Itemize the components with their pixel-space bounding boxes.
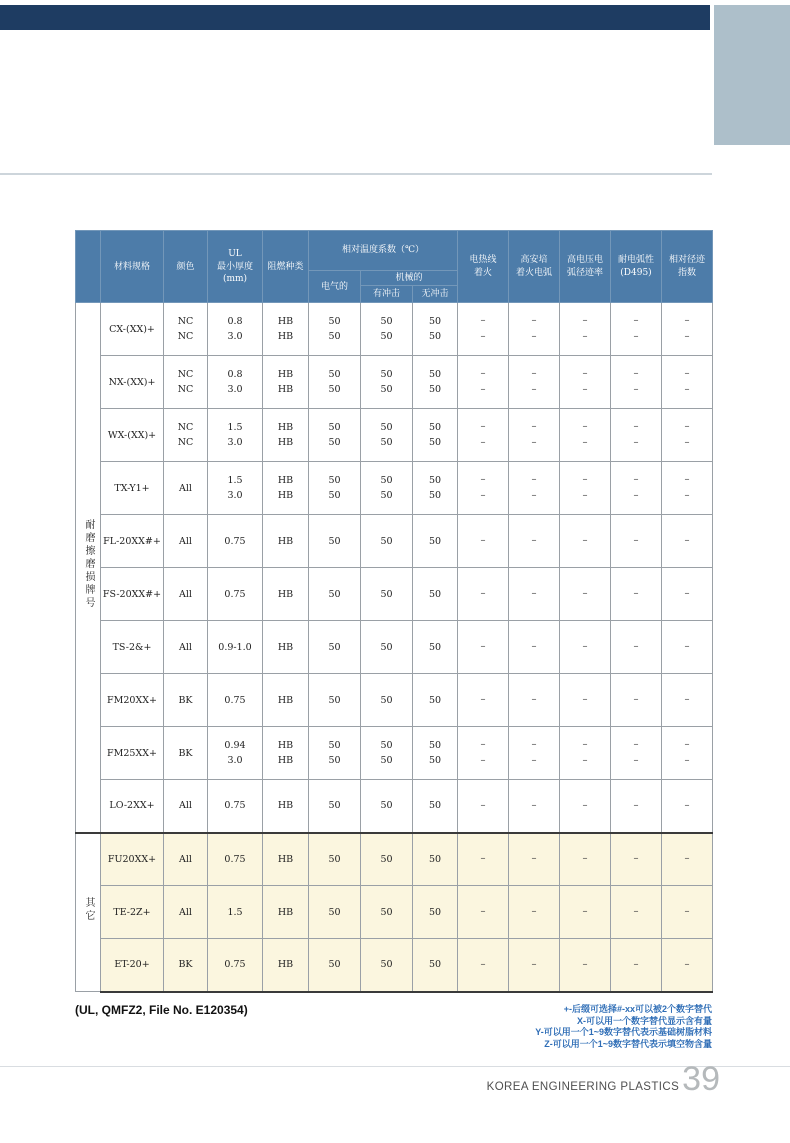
cell-high-amp-arc: – xyxy=(509,833,560,886)
cell-without-impact: 50 50 xyxy=(413,727,458,780)
footer-brand-row xyxy=(487,1060,720,1099)
cell-material: TS-2&+ xyxy=(101,621,164,674)
table-row xyxy=(76,621,713,674)
table-row xyxy=(76,674,713,727)
cell-hv-arc-tracking: – xyxy=(560,568,611,621)
cell-without-impact: 50 50 xyxy=(413,462,458,515)
cell-color: All xyxy=(164,568,208,621)
cell-hv-arc-tracking: – xyxy=(560,939,611,992)
cell-flame-class: HB xyxy=(263,515,309,568)
cell-with-impact: 50 xyxy=(361,886,413,939)
cell-color: BK xyxy=(164,939,208,992)
cell-electrical: 50 xyxy=(309,674,361,727)
cell-material: FM25XX+ xyxy=(101,727,164,780)
table-row xyxy=(76,886,713,939)
cell-material: FS-20XX#+ xyxy=(101,568,164,621)
top-right-accent-block xyxy=(714,5,790,145)
cell-without-impact: 50 xyxy=(413,674,458,727)
cell-high-amp-arc: – – xyxy=(509,409,560,462)
cell-hv-arc-tracking: – – xyxy=(560,356,611,409)
cell-high-amp-arc: – xyxy=(509,939,560,992)
cell-color: NC NC xyxy=(164,303,208,356)
col-header-without-impact: 无冲击 xyxy=(413,286,458,303)
cell-material: TX-Y1+ xyxy=(101,462,164,515)
cell-with-impact: 50 xyxy=(361,674,413,727)
ul-ratings-table xyxy=(75,230,713,993)
ul-ratings-table-wrap xyxy=(75,230,712,993)
cell-cti: – – xyxy=(662,356,713,409)
table-row xyxy=(76,409,713,462)
cell-with-impact: 50 50 xyxy=(361,462,413,515)
cell-material: TE-2Z+ xyxy=(101,886,164,939)
cell-electrical: 50 50 xyxy=(309,303,361,356)
cell-thickness: 0.75 xyxy=(208,674,263,727)
col-header-ul-min-thickness: UL 最小厚度 (mm) xyxy=(208,231,263,303)
cell-flame-class: HB HB xyxy=(263,303,309,356)
cell-without-impact: 50 xyxy=(413,515,458,568)
row-group-label: 耐磨擦磨损牌号 xyxy=(76,303,101,833)
cell-hv-arc-tracking: – – xyxy=(560,409,611,462)
cell-hot-wire-ignition: – – xyxy=(458,303,509,356)
table-row xyxy=(76,727,713,780)
cell-hot-wire-ignition: – xyxy=(458,939,509,992)
cell-thickness: 1.5 3.0 xyxy=(208,462,263,515)
top-header-bar xyxy=(0,5,710,30)
cell-color: All xyxy=(164,515,208,568)
col-header-flame-class: 阻燃种类 xyxy=(263,231,309,303)
cell-thickness: 0.8 3.0 xyxy=(208,303,263,356)
cell-without-impact: 50 50 xyxy=(413,303,458,356)
col-header-color: 颜色 xyxy=(164,231,208,303)
col-header-with-impact: 有冲击 xyxy=(361,286,413,303)
cell-hot-wire-ignition: – – xyxy=(458,356,509,409)
col-header-arc-resistance: 耐电弧性 (D495) xyxy=(611,231,662,303)
cell-electrical: 50 xyxy=(309,780,361,833)
cell-thickness: 0.8 3.0 xyxy=(208,356,263,409)
cell-flame-class: HB HB xyxy=(263,462,309,515)
cell-cti: – – xyxy=(662,303,713,356)
cell-electrical: 50 xyxy=(309,621,361,674)
cell-thickness: 0.75 xyxy=(208,780,263,833)
cell-without-impact: 50 xyxy=(413,621,458,674)
cell-arc-resistance: – xyxy=(611,621,662,674)
cell-cti: – – xyxy=(662,727,713,780)
cell-hot-wire-ignition: – xyxy=(458,621,509,674)
cell-hot-wire-ignition: – xyxy=(458,674,509,727)
cell-electrical: 50 xyxy=(309,568,361,621)
cell-high-amp-arc: – xyxy=(509,568,560,621)
suffix-legend-line: X-可以用一个数字替代显示含有量 xyxy=(576,1015,712,1026)
cell-hv-arc-tracking: – xyxy=(560,780,611,833)
cell-flame-class: HB HB xyxy=(263,409,309,462)
cell-flame-class: HB xyxy=(263,674,309,727)
cell-arc-resistance: – xyxy=(611,780,662,833)
col-header-mechanical: 机械的 xyxy=(361,271,458,286)
cell-cti: – xyxy=(662,621,713,674)
cell-with-impact: 50 xyxy=(361,621,413,674)
cell-cti: – – xyxy=(662,462,713,515)
col-header-cti: 相对径迹 指数 xyxy=(662,231,713,303)
cell-thickness: 0.75 xyxy=(208,568,263,621)
brand-name: KOREA ENGINEERING PLASTICS xyxy=(486,1081,680,1093)
cell-arc-resistance: – xyxy=(611,568,662,621)
cell-color: NC NC xyxy=(164,409,208,462)
cell-flame-class: HB HB xyxy=(263,727,309,780)
table-row xyxy=(76,568,713,621)
cell-electrical: 50 xyxy=(309,886,361,939)
cell-high-amp-arc: – xyxy=(509,621,560,674)
cell-color: BK xyxy=(164,727,208,780)
cell-high-amp-arc: – xyxy=(509,886,560,939)
table-row xyxy=(76,780,713,833)
cell-hot-wire-ignition: – xyxy=(458,833,509,886)
cell-cti: – xyxy=(662,568,713,621)
cell-material: WX-(XX)+ xyxy=(101,409,164,462)
cell-cti: – – xyxy=(662,409,713,462)
cell-with-impact: 50 xyxy=(361,515,413,568)
cell-color: BK xyxy=(164,674,208,727)
cell-with-impact: 50 xyxy=(361,568,413,621)
cell-flame-class: HB xyxy=(263,939,309,992)
cell-thickness: 0.75 xyxy=(208,515,263,568)
cell-high-amp-arc: – xyxy=(509,674,560,727)
cell-arc-resistance: – xyxy=(611,833,662,886)
col-header-high-amp-arc: 高安培 着火电弧 xyxy=(509,231,560,303)
table-row xyxy=(76,939,713,992)
col-header-hv-arc-tracking: 高电压电 弧径迹率 xyxy=(560,231,611,303)
cell-flame-class: HB xyxy=(263,780,309,833)
cell-color: All xyxy=(164,462,208,515)
cell-high-amp-arc: – xyxy=(509,780,560,833)
cell-high-amp-arc: – – xyxy=(509,303,560,356)
cell-cti: – xyxy=(662,515,713,568)
suffix-legend-line: Y-可以用一个1~9数字替代表示基础树脂材料 xyxy=(535,1027,712,1037)
cell-thickness: 0.94 3.0 xyxy=(208,727,263,780)
suffix-legend-line: +-后缀可选择#-xx可以被2个数字替代 xyxy=(563,1004,712,1014)
cell-hv-arc-tracking: – – xyxy=(560,462,611,515)
cell-arc-resistance: – – xyxy=(611,462,662,515)
cell-high-amp-arc: – – xyxy=(509,462,560,515)
cell-color: All xyxy=(164,886,208,939)
cell-electrical: 50 50 xyxy=(309,462,361,515)
cell-cti: – xyxy=(662,939,713,992)
page-number: 39 xyxy=(682,1060,720,1098)
cell-arc-resistance: – xyxy=(611,515,662,568)
cell-arc-resistance: – – xyxy=(611,409,662,462)
cell-high-amp-arc: – xyxy=(509,515,560,568)
cell-electrical: 50 xyxy=(309,939,361,992)
ul-file-note: (UL, QMFZ2, File No. E120354) xyxy=(75,1003,248,1017)
cell-hot-wire-ignition: – – xyxy=(458,409,509,462)
cell-cti: – xyxy=(662,780,713,833)
cell-thickness: 0.75 xyxy=(208,939,263,992)
cell-material: FM20XX+ xyxy=(101,674,164,727)
cell-hot-wire-ignition: – xyxy=(458,568,509,621)
cell-material: LO-2XX+ xyxy=(101,780,164,833)
col-header-rti: 相对温度系数（℃） xyxy=(309,231,458,271)
row-group-label: 其它 xyxy=(76,833,101,992)
cell-without-impact: 50 50 xyxy=(413,356,458,409)
cell-without-impact: 50 xyxy=(413,568,458,621)
cell-flame-class: HB xyxy=(263,886,309,939)
cell-arc-resistance: – xyxy=(611,674,662,727)
cell-color: NC NC xyxy=(164,356,208,409)
cell-material: ET-20+ xyxy=(101,939,164,992)
cell-with-impact: 50 xyxy=(361,939,413,992)
cell-hv-arc-tracking: – – xyxy=(560,727,611,780)
cell-with-impact: 50 xyxy=(361,780,413,833)
cell-electrical: 50 xyxy=(309,833,361,886)
cell-thickness: 0.75 xyxy=(208,833,263,886)
cell-hv-arc-tracking: – xyxy=(560,886,611,939)
cell-with-impact: 50 xyxy=(361,833,413,886)
table-row xyxy=(76,356,713,409)
cell-with-impact: 50 50 xyxy=(361,409,413,462)
cell-hot-wire-ignition: – – xyxy=(458,727,509,780)
cell-hv-arc-tracking: – xyxy=(560,621,611,674)
cell-arc-resistance: – – xyxy=(611,727,662,780)
cell-without-impact: 50 50 xyxy=(413,409,458,462)
cell-arc-resistance: – – xyxy=(611,303,662,356)
cell-flame-class: HB HB xyxy=(263,356,309,409)
cell-flame-class: HB xyxy=(263,833,309,886)
table-row xyxy=(76,833,713,886)
cell-color: All xyxy=(164,780,208,833)
col-header-material: 材料规格 xyxy=(101,231,164,303)
cell-with-impact: 50 50 xyxy=(361,727,413,780)
suffix-legend-line: Z-可以用一个1~9数字替代表示填空物含量 xyxy=(544,1038,712,1049)
cell-without-impact: 50 xyxy=(413,780,458,833)
cell-color: All xyxy=(164,621,208,674)
cell-hv-arc-tracking: – xyxy=(560,674,611,727)
cell-thickness: 1.5 xyxy=(208,886,263,939)
cell-material: CX-(XX)+ xyxy=(101,303,164,356)
cell-thickness: 0.9-1.0 xyxy=(208,621,263,674)
cell-material: FU20XX+ xyxy=(101,833,164,886)
cell-high-amp-arc: – – xyxy=(509,727,560,780)
cell-without-impact: 50 xyxy=(413,886,458,939)
cell-flame-class: HB xyxy=(263,621,309,674)
cell-cti: – xyxy=(662,833,713,886)
cell-hv-arc-tracking: – xyxy=(560,833,611,886)
cell-hot-wire-ignition: – xyxy=(458,886,509,939)
cell-high-amp-arc: – – xyxy=(509,356,560,409)
col-header-hot-wire-ignition: 电热线 着火 xyxy=(458,231,509,303)
cell-cti: – xyxy=(662,674,713,727)
cell-flame-class: HB xyxy=(263,568,309,621)
cell-hv-arc-tracking: – – xyxy=(560,303,611,356)
suffix-legend xyxy=(535,1004,712,1050)
table-row xyxy=(76,303,713,356)
cell-material: NX-(XX)+ xyxy=(101,356,164,409)
cell-electrical: 50 50 xyxy=(309,409,361,462)
cell-hot-wire-ignition: – xyxy=(458,780,509,833)
cell-arc-resistance: – xyxy=(611,939,662,992)
table-row xyxy=(76,462,713,515)
cell-color: All xyxy=(164,833,208,886)
cell-with-impact: 50 50 xyxy=(361,356,413,409)
group-column-header xyxy=(76,231,101,303)
cell-material: FL-20XX#+ xyxy=(101,515,164,568)
table-row xyxy=(76,515,713,568)
cell-electrical: 50 50 xyxy=(309,356,361,409)
cell-thickness: 1.5 3.0 xyxy=(208,409,263,462)
cell-hv-arc-tracking: – xyxy=(560,515,611,568)
cell-hot-wire-ignition: – – xyxy=(458,462,509,515)
cell-with-impact: 50 50 xyxy=(361,303,413,356)
section-divider xyxy=(0,173,712,175)
cell-arc-resistance: – – xyxy=(611,356,662,409)
cell-arc-resistance: – xyxy=(611,886,662,939)
cell-electrical: 50 50 xyxy=(309,727,361,780)
cell-cti: – xyxy=(662,886,713,939)
cell-hot-wire-ignition: – xyxy=(458,515,509,568)
cell-without-impact: 50 xyxy=(413,833,458,886)
col-header-electrical: 电气的 xyxy=(309,271,361,303)
cell-electrical: 50 xyxy=(309,515,361,568)
cell-without-impact: 50 xyxy=(413,939,458,992)
